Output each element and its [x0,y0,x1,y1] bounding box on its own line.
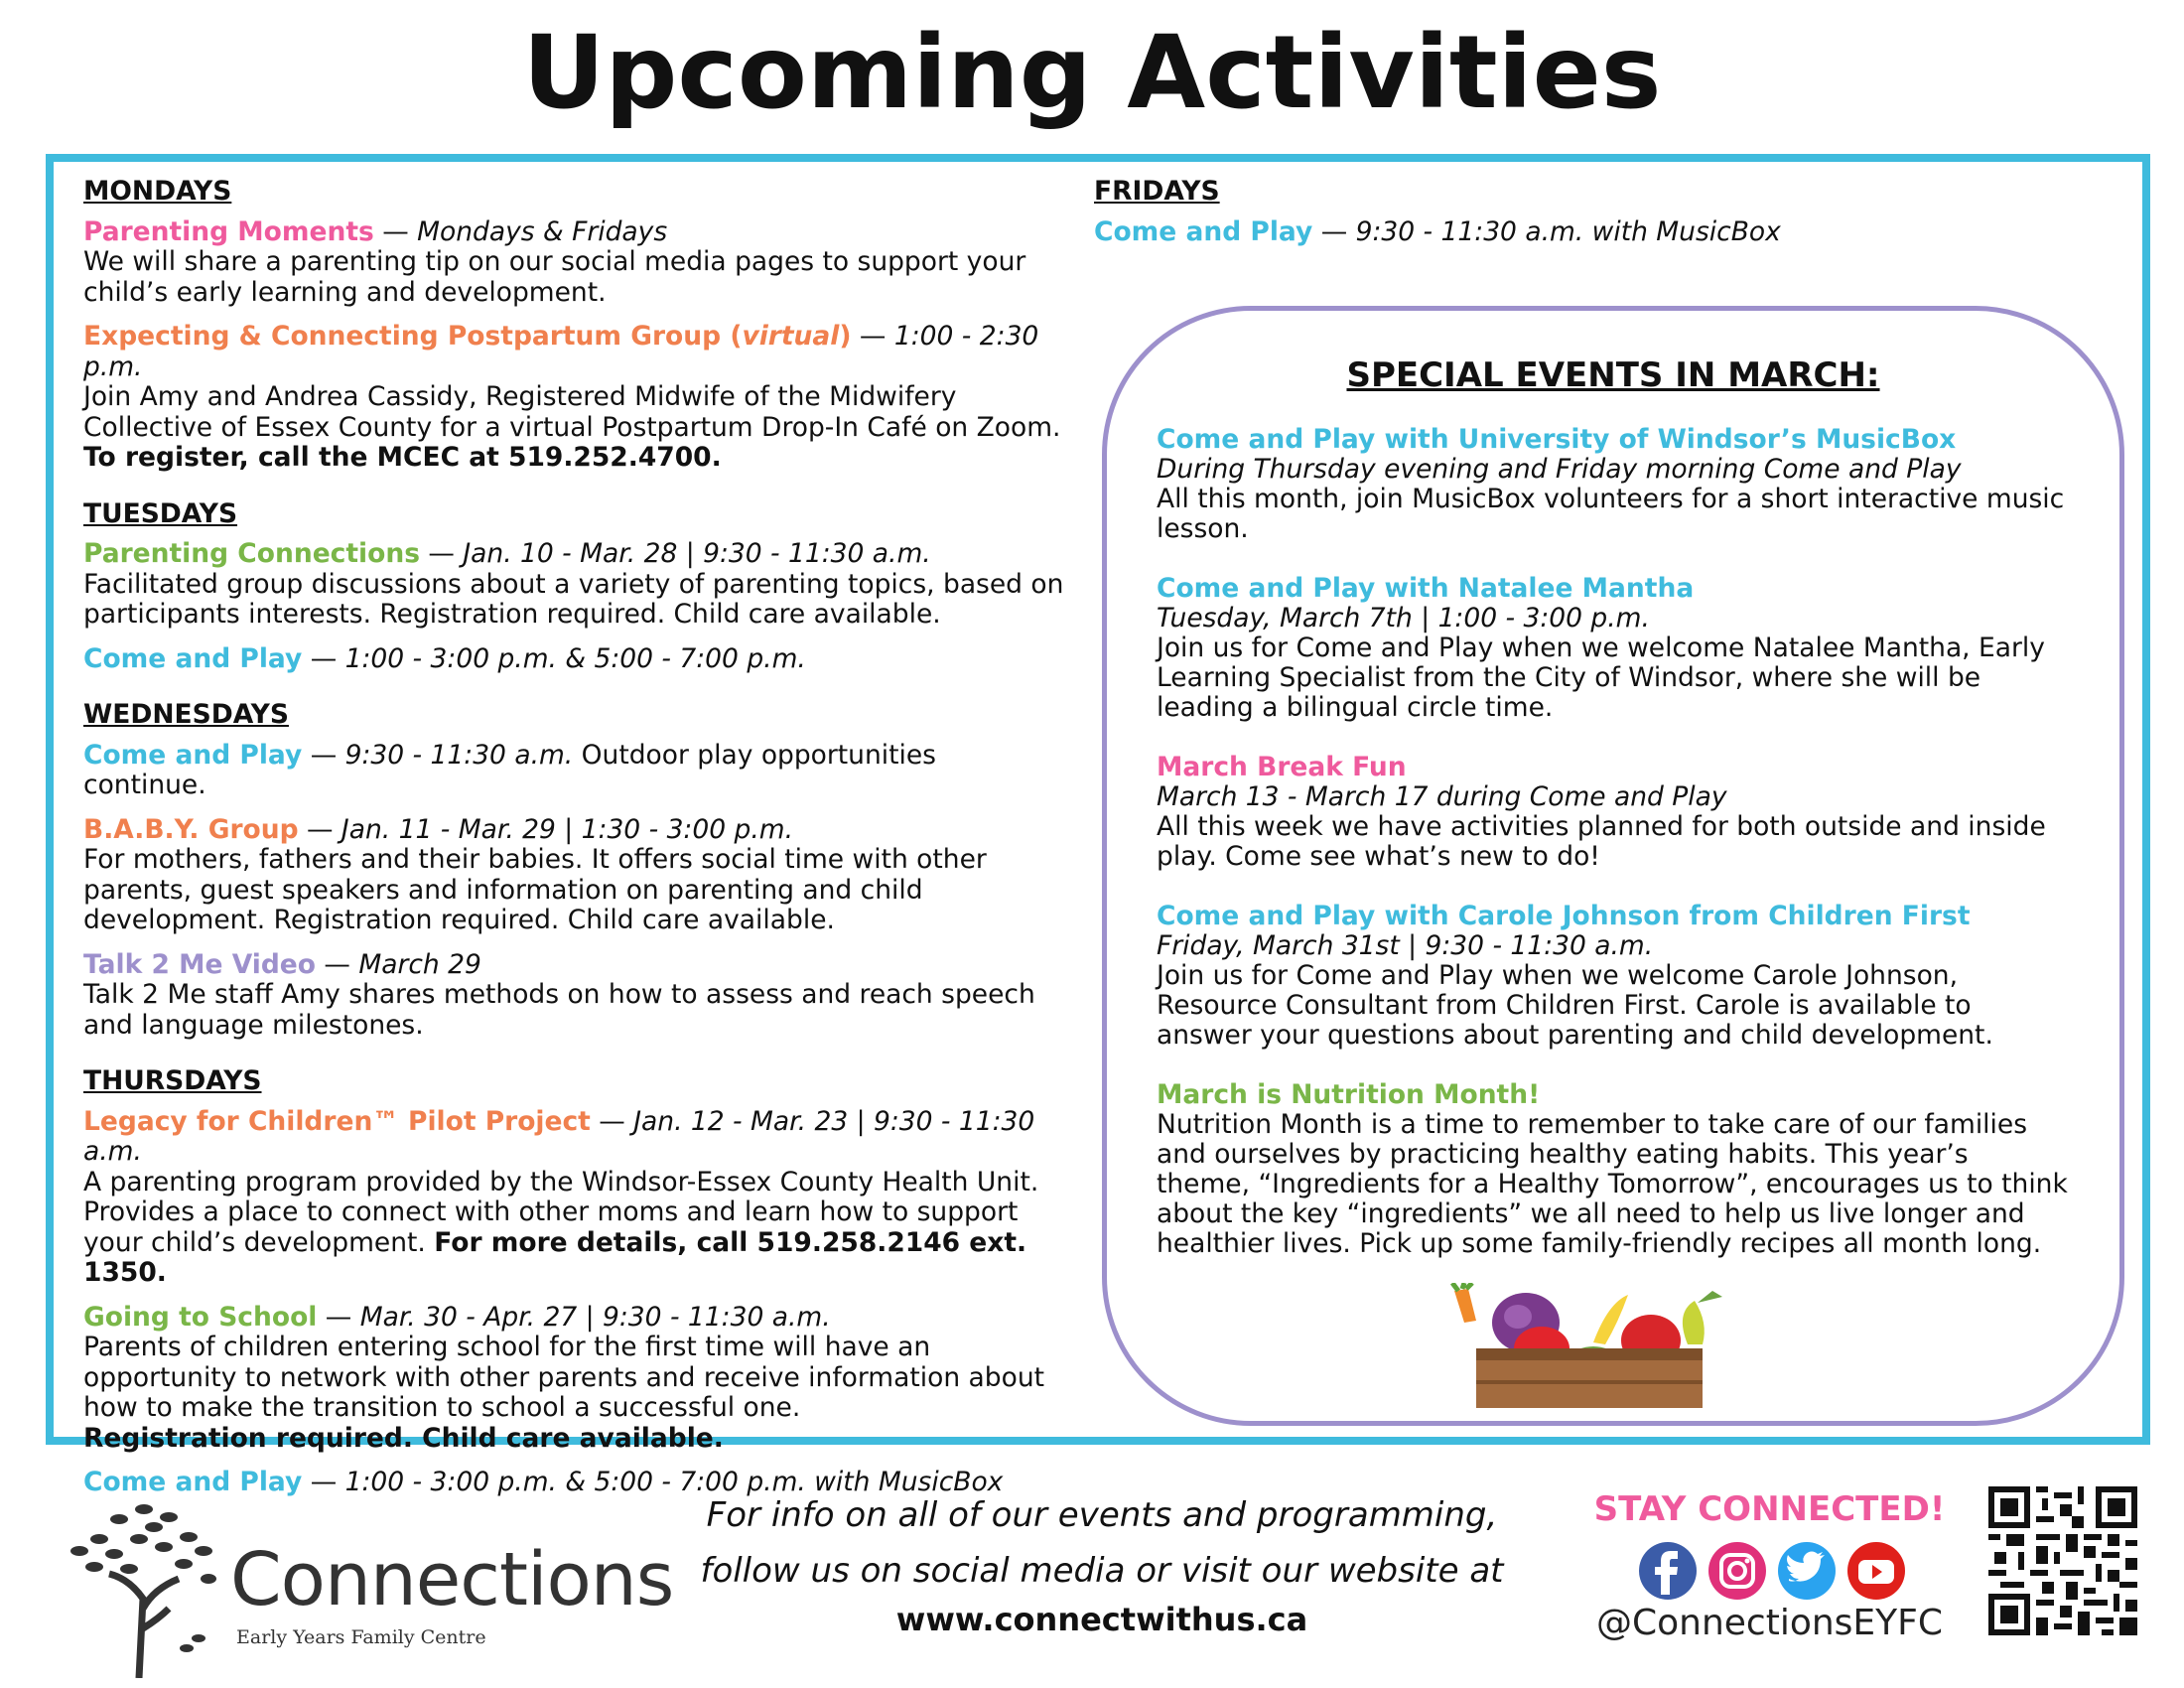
activity-name: Talk 2 Me Video [83,948,316,980]
mondays-heading: MONDAYS [83,176,232,207]
activity-time: 9:30 - 11:30 a.m. with MusicBox [1355,215,1781,247]
list-item [83,322,1066,474]
activity-name: Come and Play [83,739,303,771]
event-description: Join us for Come and Play when we welcome Carole Johnson, Resource Consultant from Children First. Carole is available to answer your questions about parenting and child development. [1157,960,1993,1051]
social-icons [1638,1541,1906,1601]
activity-time: Jan. 11 - Mar. 29 | 1:30 - 3:00 p.m. [341,813,793,845]
activity-name: Expecting & Connecting Postpartum Group ( [83,321,743,352]
activity-description: Facilitated group discussions about a variety of parenting topics, based on participants interests. Registration required. Child care available. [83,568,1064,630]
fridays-section [1094,177,2126,261]
wednesdays-heading: WEDNESDAYS [83,699,289,730]
special-event [1157,1080,2070,1259]
event-name: March Break Fun [1157,752,1407,782]
special-events-list [1157,425,2070,1289]
logo-subtitle: Early Years Family Centre [236,1626,486,1648]
special-event [1157,902,2070,1051]
activity-name: B.A.B.Y. Group [83,813,299,845]
instagram-icon[interactable] [1708,1542,1766,1600]
activity-time: Mar. 30 - Apr. 27 | 9:30 - 11:30 a.m. [359,1301,831,1333]
youtube-icon[interactable] [1847,1542,1905,1600]
page-title: Upcoming Activities [522,14,1662,132]
separator: — [851,321,894,352]
activity-description: Join Amy and Andrea Cassidy, Registered Midwife of the Midwifery Collective of Essex County for a virtual Postpartum Drop-In Café on Zoom. [83,381,1061,443]
left-column [83,177,1066,1524]
logo-name: Connections [230,1537,674,1622]
tuesdays-heading: TUESDAYS [83,497,238,529]
activity-name-end: ) [839,321,852,352]
activity-description: Parents of children entering school for the first time will have an opportunity to network with other parents and receive information about how to make the transition to school a successful one. [83,1332,1045,1423]
activity-name: Parenting Connections [83,538,420,569]
separator: — [419,538,464,569]
special-event [1157,425,2070,544]
activity-name: Going to School [83,1301,318,1333]
event-name: Come and Play with Carole Johnson from Children First [1157,901,1971,931]
event-time: During Thursday evening and Friday morning Come and Play [1157,454,1962,485]
activity-note: Outdoor play opportunities continue. [83,739,936,800]
tuesdays-section [83,499,1066,675]
separator: — [1312,215,1356,247]
activity-description: A parenting program provided by the Windsor-Essex County Health Unit. Provides a place to connect with other moms and learn how to support your child’s development. [83,1166,1039,1258]
list-item [83,217,1066,309]
website-link[interactable]: www.connectwithus.ca [895,1601,1308,1638]
separator: — [298,813,341,845]
stay-connected-label: STAY CONNECTED! [1593,1489,1946,1529]
activity-description: We will share a parenting tip on our social media pages to support your child’s early learning and development. [83,246,1026,308]
vegetable-basket-icon [1444,1283,1732,1412]
list-item [83,1303,1066,1455]
event-time: March 13 - March 17 during Come and Play [1157,781,1727,812]
activity-time: Jan. 10 - Mar. 28 | 9:30 - 11:30 a.m. [463,538,931,569]
special-event [1157,753,2070,872]
separator: — [317,1301,360,1333]
activity-time: 1:00 - 2:30 p.m. [83,321,1039,382]
event-description: Join us for Come and Play when we welcome Natalee Mantha, Early Learning Specialist from the City of Windsor, where she will be leading a bilingual circle time. [1157,633,2045,723]
facebook-icon[interactable] [1639,1542,1697,1600]
thursdays-section [83,1066,1066,1498]
activity-name: Come and Play [83,1467,303,1497]
activity-time: Jan. 12 - Mar. 23 | 9:30 - 11:30 a.m. [83,1105,1035,1167]
tree-logo-icon [60,1479,228,1678]
event-description: All this month, join MusicBox volunteers for a short interactive music lesson. [1157,484,2065,544]
separator: — [302,1467,345,1497]
list-item [83,644,1066,675]
footer-line-1: For info on all of our events and programming, [706,1495,1498,1535]
event-description: All this week we have activities planned for both outside and inside play. Come see what’s new to do! [1157,811,2046,872]
separator: — [590,1105,634,1137]
special-event [1157,574,2070,723]
separator: — [302,642,345,674]
event-name: Come and Play with Natalee Mantha [1157,573,1695,604]
separator: — [302,739,345,771]
special-events-title: SPECIAL EVENTS IN MARCH: [1346,355,1880,395]
list-item [83,815,1066,936]
activity-time: Mondays & Fridays [417,215,668,247]
separator: — [373,215,418,247]
activity-name-virtual: virtual [742,321,840,352]
event-description: Nutrition Month is a time to remember to take care of our families and ourselves by practicing healthy eating habits. This year’s theme, “Ingredients for a Healthy Tomorrow”, encourages us to think about the key “ingredients” we all need to help us live longer and healthier lives. Pick up some family-friendly recipes all month long. [1157,1109,2068,1259]
activity-name: Come and Play [83,642,303,674]
footer-line-2: follow us on social media or visit our website at [700,1551,1504,1591]
register-phone: To register, call the MCEC at 519.252.4700. [83,442,722,473]
thursdays-heading: THURSDAYS [83,1065,262,1096]
activity-time: 1:00 - 3:00 p.m. & 5:00 - 7:00 p.m. [344,642,806,674]
list-item [83,950,1066,1042]
qr-code-icon[interactable] [1988,1486,2137,1635]
event-name: Come and Play with University of Windsor’s MusicBox [1157,424,1957,455]
event-time: Tuesday, March 7th | 1:00 - 3:00 p.m. [1157,603,1650,633]
activity-description: Talk 2 Me staff Amy shares methods on how to assess and reach speech and language milestones. [83,979,1035,1041]
twitter-icon[interactable] [1778,1542,1836,1600]
social-handle[interactable]: @ConnectionsEYFC [1595,1603,1944,1643]
activity-name: Parenting Moments [83,215,374,247]
registration-note: Registration required. Child care available. [83,1422,724,1454]
activity-name: Legacy for Children™ Pilot Project [83,1105,591,1137]
activity-time: 1:00 - 3:00 p.m. & 5:00 - 7:00 p.m. with MusicBox [344,1467,1004,1497]
details-phone: For more details, call 519.258.2146 ext. 1350. [83,1226,1027,1288]
list-item [83,1107,1066,1289]
wednesdays-section [83,700,1066,1041]
activity-time: March 29 [358,948,481,980]
list-item [83,539,1066,631]
footer-info [695,1487,1509,1599]
list-item [1094,217,2126,248]
separator: — [315,948,359,980]
activity-time: 9:30 - 11:30 a.m. [344,739,574,771]
mondays-section [83,177,1066,474]
event-time: Friday, March 31st | 9:30 - 11:30 a.m. [1157,930,1654,961]
fridays-heading: FRIDAYS [1094,176,1220,207]
activity-description: For mothers, fathers and their babies. It offers social time with other parents, guest speakers and information on parenting and child development. Registration required. Child care available. [83,844,987,935]
event-name: March is Nutrition Month! [1157,1079,1541,1110]
list-item [83,741,1066,801]
activity-name: Come and Play [1094,215,1313,247]
